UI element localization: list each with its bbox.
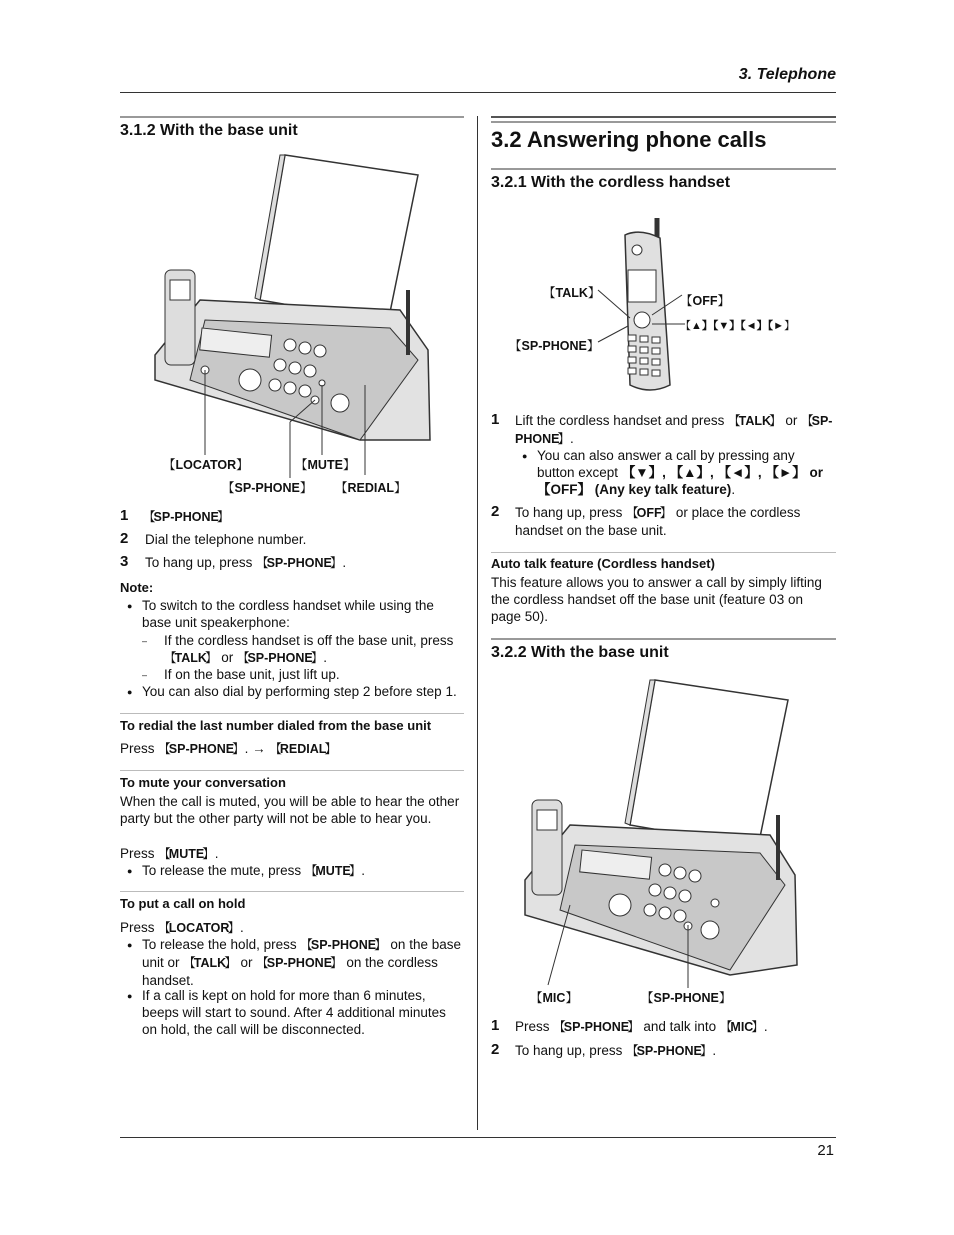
- header-rule: [120, 92, 836, 93]
- left-heading: 3.1.2 With the base unit: [120, 122, 298, 139]
- label-off: 【 OFF 】: [680, 291, 730, 309]
- step-1-text: [143, 508, 229, 526]
- footer-rule: [120, 1137, 836, 1138]
- b-step-2-text: To hang up, press 【 SP-PHONE 】 .: [515, 1042, 716, 1060]
- label-mic: 【 MIC 】: [530, 988, 578, 1006]
- hold-bullet-1: ● To release the hold, press 【 SP-PHONE 】 on the base unit or 【 TALK 】 or 【 SP-PHONE 】 on the cordless handset.: [142, 936, 464, 989]
- step-2-text: Dial the telephone number.: [145, 532, 307, 547]
- label-mute: 【 MUTE 】: [295, 455, 355, 473]
- column-divider: [477, 116, 478, 1130]
- redial-title: To redial the last number dialed from the base unit: [120, 718, 432, 733]
- section-header: 3. Telephone: [738, 66, 836, 83]
- hold-bullet-2: ● If a call is kept on hold for more than 6 minutes, beeps will start to sound. After 4 additional minutes on hold, the call will be disconnected.: [142, 987, 464, 1038]
- divider-auto-talk: [491, 552, 836, 553]
- note-bullet-2: ● You can also dial by performing step 2 before step 1.: [142, 683, 467, 700]
- divider-base-unit: [491, 638, 836, 640]
- label-arrow-keys: 【 ▲】【▼】【◄】【► 】: [680, 317, 795, 333]
- label-redial: 【 REDIAL 】: [335, 478, 407, 496]
- divider-redial: [120, 713, 464, 714]
- step-1-number: 1: [120, 507, 129, 524]
- mute-press: Press 【 MUTE 】 .: [120, 845, 218, 863]
- label-sp-phone-handset: 【 SP-PHONE 】: [509, 336, 599, 354]
- b-step-1-text: Press 【 SP-PHONE 】 and talk into 【 MIC 】 .: [515, 1018, 768, 1036]
- subheading-base-unit: 3.2.2 With the base unit: [491, 644, 669, 661]
- step-3-text: To hang up, press 【 SP-PHONE 】 .: [145, 554, 346, 572]
- key-sp-phone: 【 SP-PHONE 】: [143, 510, 229, 524]
- mute-bullet: ● To release the mute, press 【 MUTE 】 .: [142, 862, 365, 880]
- r-step-2-text: To hang up, press 【 OFF 】 or place the cordless handset on the base unit.: [515, 504, 815, 539]
- hold-press: Press 【 LOCATOR 】 .: [120, 919, 244, 937]
- note-dash-1: – If the cordless handset is off the base unit, press 【 TALK 】 or 【 SP-PHONE 】 .: [164, 632, 464, 667]
- step-2-number: 2: [120, 530, 129, 547]
- redial-text: Press 【 SP-PHONE 】 . → 【 REDIAL 】: [120, 740, 337, 758]
- auto-talk-title: Auto talk feature (Cordless handset): [491, 556, 715, 571]
- r-step-1-number: 1: [491, 411, 500, 428]
- mute-title: To mute your conversation: [120, 775, 286, 790]
- divider-mute: [120, 770, 464, 771]
- subheading-cordless: 3.2.1 With the cordless handset: [491, 174, 731, 191]
- label-locator: 【 LOCATOR 】: [163, 455, 249, 473]
- r-step-1-bullet: ● You can also answer a call by pressing any button except 【▼】, 【▲】, 【◄】, 【►】 or 【OFF】 (Any key talk feature).: [537, 447, 835, 498]
- left-top-rule: [120, 116, 464, 118]
- note-dash-2: – If on the base unit, just lift up.: [164, 666, 464, 683]
- right-top-rule-1: [491, 116, 836, 118]
- title-underline: [491, 168, 836, 170]
- divider-hold: [120, 891, 464, 892]
- b-step-1-number: 1: [491, 1017, 500, 1034]
- label-sp-phone: 【 SP-PHONE 】: [222, 478, 312, 496]
- step-3-number: 3: [120, 553, 129, 570]
- label-talk: 【 TALK 】: [543, 283, 600, 301]
- label-sp-phone-base: 【 SP-PHONE 】: [641, 988, 731, 1006]
- b-step-2-number: 2: [491, 1041, 500, 1058]
- note-bullet-1: ● To switch to the cordless handset while using the base unit speakerphone:: [142, 597, 462, 631]
- page-number: 21: [817, 1142, 834, 1159]
- auto-talk-text: This feature allows you to answer a call by simply lifting the cordless handset off the base unit (feature 03 on page 50).: [491, 575, 822, 624]
- page-title: 3.2 Answering phone calls: [491, 127, 767, 152]
- right-top-rule-2: [491, 121, 836, 123]
- r-step-1-text: Lift the cordless handset and press 【 TALK 】 or 【 SP-PHONE 】 .: [515, 412, 837, 448]
- hold-title: To put a call on hold: [120, 896, 246, 911]
- mute-text: When the call is muted, you will be able to hear the other party but the other party will not be able to hear you.: [120, 794, 460, 826]
- base-callout-lines: [540, 900, 700, 990]
- note-title: Note:: [120, 580, 154, 595]
- r-step-2-number: 2: [491, 503, 500, 520]
